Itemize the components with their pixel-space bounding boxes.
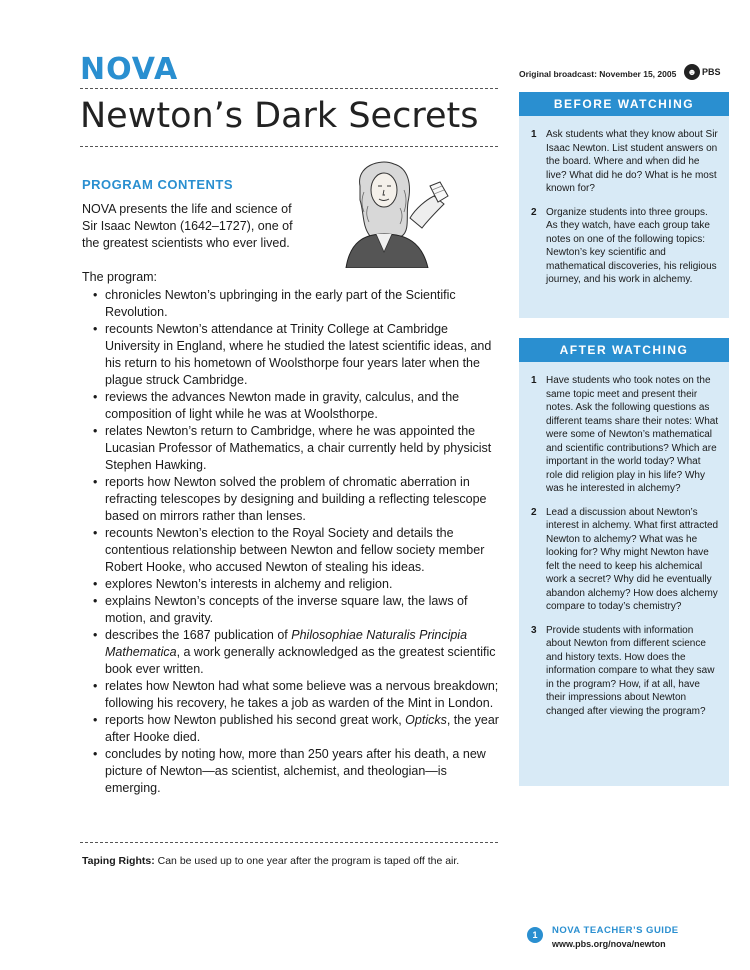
after-watching-panel bbox=[519, 338, 729, 786]
item-number: 3 bbox=[531, 624, 537, 636]
page-title: Newton’s Dark Secrets bbox=[80, 96, 479, 136]
list-item: • chronicles Newton’s upbringing in the early part of the Scientific Revolution. bbox=[93, 287, 505, 321]
bullet-text: reports how Newton published his second great work, bbox=[105, 713, 406, 727]
taping-rights-label: Taping Rights: bbox=[82, 855, 155, 867]
item-text: Organize students into three groups. As they watch, have each group take notes on one of the following topics: Newton’s key scientific and mathematical discoveries, his religious journey, and his work in alchemy. bbox=[546, 206, 717, 285]
program-bullet-list bbox=[93, 287, 505, 797]
item-text: Ask students what they know about Sir Isaac Newton. List student answers on the board. Where and when did he live? What did he do? What is he most known for? bbox=[546, 129, 718, 194]
before-watching-list bbox=[519, 116, 729, 287]
item-number: 1 bbox=[531, 129, 537, 140]
list-item: • reports how Newton solved the problem of chromatic aberration in refracting telescopes by designing and building a reflecting telescope based on mirrors rather than lenses. bbox=[93, 474, 505, 525]
list-item: • concludes by noting how, more than 250 years after his death, a new picture of Newton—as scientist, alchemist, and theologian—is emerging. bbox=[93, 746, 505, 797]
list-item: • recounts Newton’s election to the Royal Society and details the contentious relationship between Newton and fellow society member Robert Hooke, who accused Newton of stealing his ideas. bbox=[93, 525, 505, 576]
newton-portrait-illustration bbox=[318, 156, 460, 268]
list-item bbox=[531, 506, 719, 614]
program-list-label: The program: bbox=[82, 270, 158, 284]
header-divider-bottom bbox=[80, 146, 498, 147]
list-item: • explains Newton’s concepts of the inverse square law, the laws of motion, and gravity. bbox=[93, 593, 505, 627]
taping-rights-text: Can be used up to one year after the program is taped off the air. bbox=[154, 855, 460, 867]
book-title: Philosophiae Naturalis Principia Mathematica bbox=[105, 628, 468, 659]
page-number: 1 bbox=[527, 927, 543, 943]
item-text: Provide students with information about Newton from different science and history texts. How does the information compare to what they saw in the program? How, if at all, have their impressions about Newton changed after viewing the program? bbox=[546, 624, 715, 717]
list-item bbox=[531, 624, 719, 719]
list-item bbox=[531, 206, 719, 287]
taping-divider bbox=[80, 842, 498, 843]
broadcast-date: Original broadcast: November 15, 2005 bbox=[519, 69, 677, 79]
list-item bbox=[531, 128, 719, 196]
item-text: Lead a discussion about Newton’s interest in alchemy. What first attracted Newton to alchemy? What was he looking for? Why might Newton have felt the need to keep his alchemical work a secret? Why did he eventually abandon alchemy? How does alchemy compare to today’s chemistry? bbox=[546, 506, 719, 612]
program-intro: NOVA presents the life and science of Sir Isaac Newton (1642–1727), one of the greatest scientists who ever lived. bbox=[82, 202, 293, 250]
taping-rights bbox=[82, 855, 459, 867]
before-watching-heading: BEFORE WATCHING bbox=[519, 92, 729, 116]
list-item: • relates Newton’s return to Cambridge, where he was appointed the Lucasian Professor of Mathematics, a chair currently held by physicist Stephen Hawking. bbox=[93, 423, 505, 474]
pbs-head-icon: ☻ bbox=[684, 64, 700, 80]
before-watching-panel bbox=[519, 92, 729, 318]
bullet-text: , a work generally acknowledged as the greatest scientific book ever written. bbox=[105, 645, 496, 676]
list-item: • reviews the advances Newton made in gravity, calculus, and the composition of light while he was at Woolsthorpe. bbox=[93, 389, 505, 423]
list-item: • recounts Newton’s attendance at Trinity College at Cambridge University in England, where he studied the latest scientific ideas, and his return to his hometown of Woolsthorpe four years later when the plague struck Cambridge. bbox=[93, 321, 505, 389]
item-number: 1 bbox=[531, 375, 537, 386]
footer-url: www.pbs.org/nova/newton bbox=[552, 939, 666, 949]
book-title: Opticks bbox=[405, 713, 447, 727]
item-text: Have students who took notes on the same topic meet and present their notes. Ask the following questions as different teams share their notes: What were some of Newton’s mathematical and scientific contributions? Which are important in the world today? What role did religion play in his life? Why was he interested in alchemy? bbox=[546, 375, 719, 494]
nova-logo: NOVA bbox=[80, 52, 179, 87]
teachers-guide-label: NOVA TEACHER’S GUIDE bbox=[552, 925, 679, 936]
item-number: 2 bbox=[531, 506, 537, 518]
bullet-text: , the year after Hooke died. bbox=[105, 713, 499, 744]
list-item: • explores Newton’s interests in alchemy and religion. bbox=[93, 576, 505, 593]
item-number: 2 bbox=[531, 206, 537, 218]
list-item bbox=[93, 712, 505, 746]
pbs-logo bbox=[684, 64, 721, 80]
pbs-logo-text: PBS bbox=[702, 67, 721, 77]
after-watching-list bbox=[519, 362, 729, 718]
header-divider-top bbox=[80, 88, 498, 89]
list-item: • relates how Newton had what some believe was a nervous breakdown; following his recovery, he takes a job as warden of the Mint in London. bbox=[93, 678, 505, 712]
program-contents-heading: PROGRAM CONTENTS bbox=[82, 177, 233, 192]
after-watching-heading: AFTER WATCHING bbox=[519, 338, 729, 362]
bullet-text: describes the 1687 publication of bbox=[105, 628, 292, 642]
list-item bbox=[93, 627, 505, 678]
list-item bbox=[531, 374, 719, 496]
